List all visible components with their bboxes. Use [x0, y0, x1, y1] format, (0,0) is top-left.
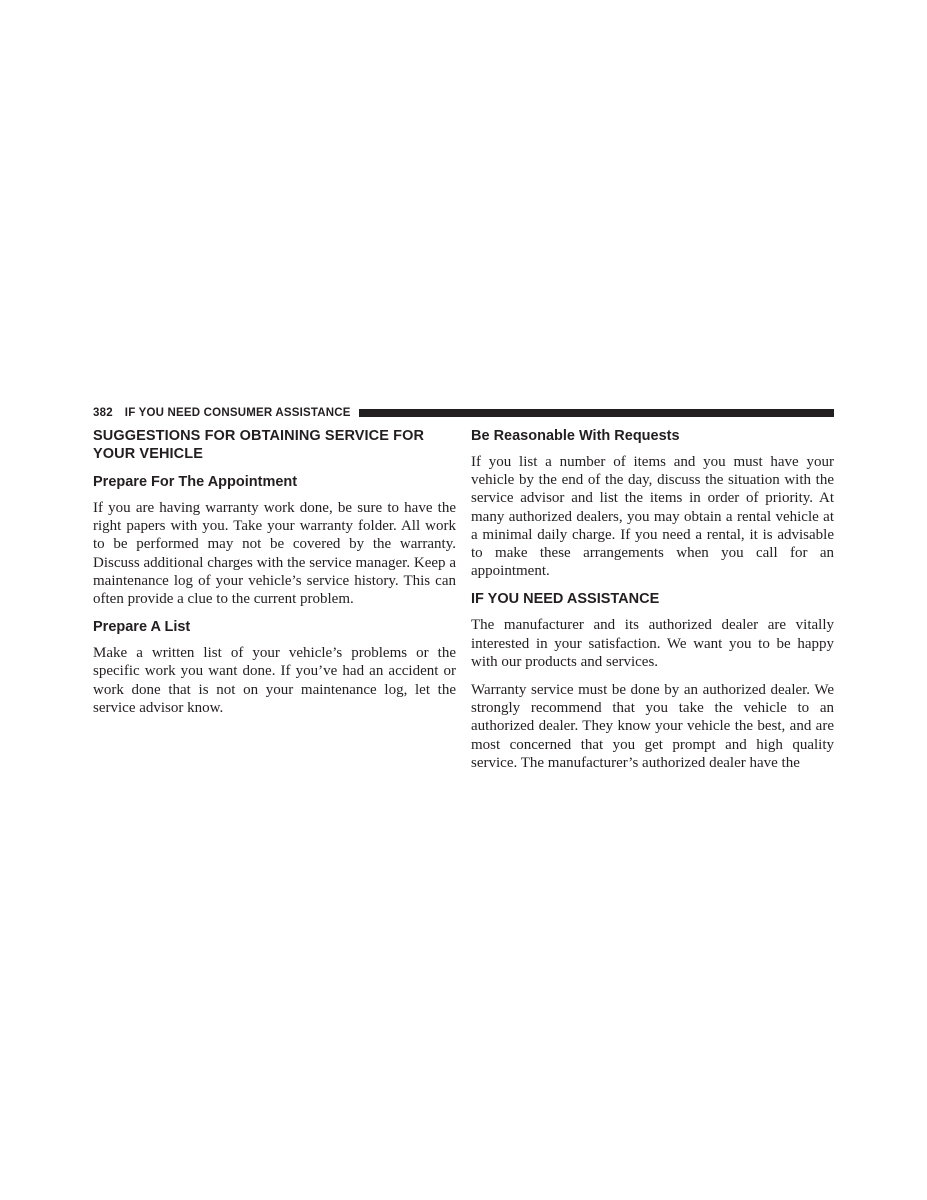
main-heading-line2: YOUR VEHICLE [93, 446, 203, 462]
section-title: IF YOU NEED CONSUMER ASSISTANCE [124, 407, 351, 419]
left-column [93, 427, 456, 727]
be-reasonable-body: If you list a number of items and you must have your vehicle by the end of the day, discuss the situation with the service advisor and list the items in order of priority. At many authorized dealers, you may obtain a rental vehicle at a minimal daily charge. If you need a rental, it is advisable to make these arrangements when you call for an appointment. [471, 454, 834, 580]
page-number: 382 [93, 407, 113, 419]
prepare-list-heading: Prepare A List [93, 619, 191, 636]
prepare-appointment-heading: Prepare For The Appointment [93, 474, 298, 490]
need-assistance-body-2: Warranty service must be done by an authorized dealer. We strongly recommend that you take the vehicle to an authorized dealer. They know your vehicle the best, and are most concerned that you get prompt and high quality service. The manufacturer’s authorized dealer have the [471, 682, 834, 771]
main-heading [93, 427, 456, 463]
prepare-appointment-body: If you are having warranty work done, be sure to have the right papers with you. Take your warranty folder. All work to be performed may not be covered by the warranty. Discuss additional charges with the service manager. Keep a maintenance log of your vehicle’s service history. This can often provide a clue to the current problem. [93, 500, 456, 608]
right-column [471, 427, 834, 782]
running-header [93, 405, 834, 421]
prepare-list-body: Make a written list of your vehicle’s problems or the specific work you want done. If you’ve had an accident or work done that is not on your maintenance log, let the service advisor know. [93, 645, 456, 716]
need-assistance-body-1: The manufacturer and its authorized dealer are vitally interested in your satisfaction. We want you to be happy with our products and services. [471, 617, 834, 670]
main-heading-line1: SUGGESTIONS FOR OBTAINING SERVICE FOR [93, 428, 425, 444]
header-rule [359, 409, 834, 417]
be-reasonable-heading: Be Reasonable With Requests [471, 428, 680, 444]
need-assistance-heading: IF YOU NEED ASSISTANCE [471, 591, 660, 608]
